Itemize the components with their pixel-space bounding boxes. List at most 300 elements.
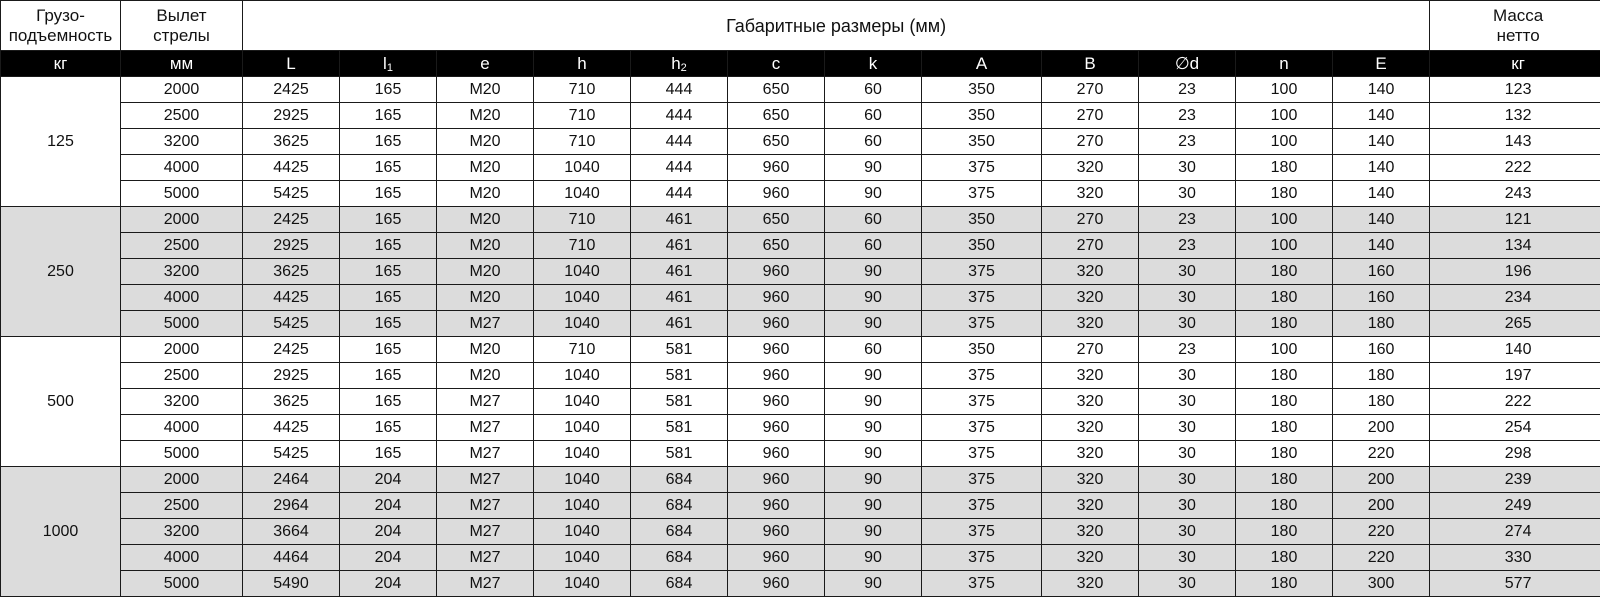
table-cell: 23 <box>1139 337 1236 363</box>
table-cell: 204 <box>340 493 437 519</box>
capacity-cell: 125 <box>1 77 121 207</box>
dim-symbol-base: l <box>383 54 387 73</box>
table-cell: 30 <box>1139 285 1236 311</box>
table-cell: 270 <box>1042 77 1139 103</box>
dim-symbol <box>1139 51 1236 77</box>
table-cell: M20 <box>437 337 534 363</box>
table-cell: 710 <box>534 233 631 259</box>
table-cell: 1040 <box>534 259 631 285</box>
table-cell: 100 <box>1236 77 1333 103</box>
header-mass-line1: Масса <box>1430 6 1600 26</box>
table-cell: 960 <box>728 545 825 571</box>
table-row <box>1 129 1600 155</box>
table-cell: 650 <box>728 103 825 129</box>
table-cell: M27 <box>437 571 534 597</box>
table-cell: 581 <box>631 415 728 441</box>
table-cell: 461 <box>631 285 728 311</box>
dim-symbol-base: B <box>1084 54 1095 73</box>
table-cell: 3200 <box>121 129 243 155</box>
dim-symbol <box>534 51 631 77</box>
table-cell: M27 <box>437 311 534 337</box>
table-cell: M20 <box>437 77 534 103</box>
table-cell: 180 <box>1236 363 1333 389</box>
dim-symbol-base: h <box>671 54 680 73</box>
table-cell: 5000 <box>121 571 243 597</box>
table-cell: 960 <box>728 519 825 545</box>
table-cell: 254 <box>1430 415 1600 441</box>
table-cell: 30 <box>1139 467 1236 493</box>
table-row <box>1 155 1600 181</box>
table-cell: 375 <box>922 519 1042 545</box>
table-cell: 180 <box>1236 571 1333 597</box>
table-row <box>1 519 1600 545</box>
table-cell: 684 <box>631 519 728 545</box>
table-cell: 2000 <box>121 337 243 363</box>
dim-symbol <box>631 51 728 77</box>
table-cell: 60 <box>825 337 922 363</box>
table-cell: 960 <box>728 363 825 389</box>
dim-symbol <box>825 51 922 77</box>
table-cell: 1040 <box>534 493 631 519</box>
dim-symbol-subscript: 1 <box>387 62 393 74</box>
table-cell: 180 <box>1333 389 1430 415</box>
table-cell: 165 <box>340 311 437 337</box>
table-cell: 375 <box>922 415 1042 441</box>
table-cell: 239 <box>1430 467 1600 493</box>
table-cell: 140 <box>1430 337 1600 363</box>
table-cell: 165 <box>340 129 437 155</box>
table-cell: 960 <box>728 155 825 181</box>
table-cell: 270 <box>1042 129 1139 155</box>
table-cell: 140 <box>1333 181 1430 207</box>
table-cell: 320 <box>1042 363 1139 389</box>
table-cell: 143 <box>1430 129 1600 155</box>
capacity-cell: 500 <box>1 337 121 467</box>
table-cell: 320 <box>1042 155 1139 181</box>
table-cell: 461 <box>631 259 728 285</box>
table-cell: 180 <box>1236 545 1333 571</box>
table-cell: 375 <box>922 363 1042 389</box>
dim-symbol-base: k <box>869 54 878 73</box>
table-cell: 30 <box>1139 311 1236 337</box>
table-cell: 320 <box>1042 545 1139 571</box>
table-cell: 684 <box>631 571 728 597</box>
table-cell: 100 <box>1236 129 1333 155</box>
table-cell: 3200 <box>121 389 243 415</box>
table-cell: 1040 <box>534 389 631 415</box>
table-cell: 2500 <box>121 493 243 519</box>
dim-symbol-base: h <box>577 54 586 73</box>
table-cell: 180 <box>1236 181 1333 207</box>
table-cell: 140 <box>1333 103 1430 129</box>
table-cell: 1040 <box>534 571 631 597</box>
table-cell: 320 <box>1042 519 1139 545</box>
table-cell: 330 <box>1430 545 1600 571</box>
table-cell: 90 <box>825 259 922 285</box>
table-cell: 3664 <box>243 519 340 545</box>
table-cell: 2925 <box>243 103 340 129</box>
table-cell: 204 <box>340 545 437 571</box>
table-cell: 375 <box>922 545 1042 571</box>
header-capacity-line1: Грузо- <box>1 6 120 26</box>
table-cell: 23 <box>1139 103 1236 129</box>
table-cell: 960 <box>728 259 825 285</box>
table-row <box>1 545 1600 571</box>
table-cell: 180 <box>1236 259 1333 285</box>
table-cell: 165 <box>340 415 437 441</box>
table-cell: 5425 <box>243 441 340 467</box>
table-row <box>1 285 1600 311</box>
table-cell: 165 <box>340 103 437 129</box>
table-cell: 121 <box>1430 207 1600 233</box>
table-cell: 100 <box>1236 207 1333 233</box>
table-cell: 140 <box>1333 77 1430 103</box>
table-cell: 375 <box>922 285 1042 311</box>
table-cell: 2000 <box>121 77 243 103</box>
table-row <box>1 441 1600 467</box>
table-cell: M27 <box>437 545 534 571</box>
table-cell: 243 <box>1430 181 1600 207</box>
table-cell: 650 <box>728 207 825 233</box>
dim-symbol-base: n <box>1279 54 1288 73</box>
table-cell: 100 <box>1236 103 1333 129</box>
table-cell: 960 <box>728 493 825 519</box>
table-cell: 320 <box>1042 181 1139 207</box>
dim-symbol <box>728 51 825 77</box>
table-cell: 30 <box>1139 493 1236 519</box>
table-cell: 444 <box>631 129 728 155</box>
table-cell: 165 <box>340 259 437 285</box>
table-cell: 5425 <box>243 311 340 337</box>
table-cell: 320 <box>1042 415 1139 441</box>
table-cell: 350 <box>922 207 1042 233</box>
table-cell: M20 <box>437 233 534 259</box>
table-cell: 270 <box>1042 207 1139 233</box>
table-cell: 270 <box>1042 337 1139 363</box>
table-cell: 180 <box>1236 519 1333 545</box>
table-row <box>1 233 1600 259</box>
table-cell: 300 <box>1333 571 1430 597</box>
table-cell: 180 <box>1236 155 1333 181</box>
table-cell: 375 <box>922 311 1042 337</box>
table-cell: 375 <box>922 441 1042 467</box>
table-cell: 90 <box>825 571 922 597</box>
table-cell: 320 <box>1042 389 1139 415</box>
table-cell: 2964 <box>243 493 340 519</box>
table-cell: 960 <box>728 571 825 597</box>
table-cell: 23 <box>1139 233 1236 259</box>
table-cell: 160 <box>1333 337 1430 363</box>
header-row <box>1 1 1600 51</box>
table-cell: 30 <box>1139 259 1236 285</box>
header-dimensions-title: Габаритные размеры (мм) <box>243 1 1430 51</box>
table-cell: 1040 <box>534 181 631 207</box>
table-cell: 710 <box>534 103 631 129</box>
table-cell: 180 <box>1236 415 1333 441</box>
table-cell: 30 <box>1139 441 1236 467</box>
table-cell: 577 <box>1430 571 1600 597</box>
table-cell: 350 <box>922 77 1042 103</box>
table-cell: 320 <box>1042 571 1139 597</box>
table-cell: 196 <box>1430 259 1600 285</box>
table-cell: M27 <box>437 389 534 415</box>
table-cell: 90 <box>825 363 922 389</box>
table-cell: 960 <box>728 311 825 337</box>
table-cell: 90 <box>825 545 922 571</box>
table-cell: 4000 <box>121 155 243 181</box>
table-cell: 3625 <box>243 389 340 415</box>
table-cell: 581 <box>631 363 728 389</box>
table-cell: 165 <box>340 337 437 363</box>
table-cell: 204 <box>340 519 437 545</box>
table-cell: 60 <box>825 129 922 155</box>
table-cell: 4000 <box>121 545 243 571</box>
capacity-cell: 1000 <box>1 467 121 597</box>
table-cell: 320 <box>1042 441 1139 467</box>
dim-symbol-base: c <box>772 54 781 73</box>
table-cell: 2500 <box>121 103 243 129</box>
table-cell: 4000 <box>121 285 243 311</box>
table-cell: 265 <box>1430 311 1600 337</box>
table-cell: M20 <box>437 155 534 181</box>
table-cell: 710 <box>534 129 631 155</box>
table-cell: 23 <box>1139 77 1236 103</box>
dim-symbol <box>437 51 534 77</box>
dim-symbol <box>1236 51 1333 77</box>
table-cell: M27 <box>437 441 534 467</box>
table-cell: 160 <box>1333 285 1430 311</box>
table-cell: 3200 <box>121 259 243 285</box>
table-cell: M27 <box>437 415 534 441</box>
header-reach-line2: стрелы <box>121 26 242 46</box>
header-reach-line1: Вылет <box>121 6 242 26</box>
unit-reach: мм <box>121 51 243 77</box>
table-cell: 1040 <box>534 415 631 441</box>
header-mass-line2: нетто <box>1430 26 1600 46</box>
table-cell: 222 <box>1430 389 1600 415</box>
table-cell: M27 <box>437 467 534 493</box>
table-cell: 960 <box>728 181 825 207</box>
header-mass <box>1430 1 1600 51</box>
table-cell: 220 <box>1333 441 1430 467</box>
table-cell: 197 <box>1430 363 1600 389</box>
table-cell: 90 <box>825 155 922 181</box>
table-row <box>1 493 1600 519</box>
table-cell: 5425 <box>243 181 340 207</box>
table-cell: 2464 <box>243 467 340 493</box>
table-cell: 320 <box>1042 311 1139 337</box>
table-cell: 90 <box>825 181 922 207</box>
table-cell: 1040 <box>534 467 631 493</box>
table-cell: 684 <box>631 545 728 571</box>
table-cell: 4000 <box>121 415 243 441</box>
table-cell: 90 <box>825 415 922 441</box>
table-cell: 375 <box>922 155 1042 181</box>
table-cell: 960 <box>728 285 825 311</box>
table-cell: 684 <box>631 493 728 519</box>
table-cell: 60 <box>825 77 922 103</box>
table-cell: 684 <box>631 467 728 493</box>
dim-symbol-base: A <box>976 54 987 73</box>
table-cell: 90 <box>825 493 922 519</box>
table-cell: 270 <box>1042 103 1139 129</box>
table-cell: 30 <box>1139 545 1236 571</box>
table-cell: 2425 <box>243 337 340 363</box>
table-cell: 650 <box>728 77 825 103</box>
table-cell: M20 <box>437 207 534 233</box>
table-row <box>1 467 1600 493</box>
table-cell: 320 <box>1042 467 1139 493</box>
table-cell: 165 <box>340 181 437 207</box>
dim-symbol <box>1042 51 1139 77</box>
table-cell: 581 <box>631 337 728 363</box>
table-cell: 5000 <box>121 441 243 467</box>
table-cell: M20 <box>437 103 534 129</box>
table-cell: 375 <box>922 493 1042 519</box>
table-cell: 160 <box>1333 259 1430 285</box>
header-capacity <box>1 1 121 51</box>
table-cell: 60 <box>825 233 922 259</box>
table-cell: 350 <box>922 233 1042 259</box>
table-cell: 5000 <box>121 181 243 207</box>
table-cell: 298 <box>1430 441 1600 467</box>
table-cell: 5000 <box>121 311 243 337</box>
table-cell: 444 <box>631 103 728 129</box>
table-cell: M20 <box>437 181 534 207</box>
dim-symbol <box>340 51 437 77</box>
table-cell: 320 <box>1042 259 1139 285</box>
table-cell: 461 <box>631 233 728 259</box>
table-cell: 4464 <box>243 545 340 571</box>
table-cell: 180 <box>1236 467 1333 493</box>
table-cell: M20 <box>437 363 534 389</box>
table-cell: 180 <box>1333 363 1430 389</box>
table-cell: 140 <box>1333 233 1430 259</box>
table-cell: 375 <box>922 467 1042 493</box>
table-cell: M20 <box>437 129 534 155</box>
table-cell: 270 <box>1042 233 1139 259</box>
table-cell: 1040 <box>534 285 631 311</box>
table-row <box>1 363 1600 389</box>
header-capacity-line2: подъемность <box>1 26 120 46</box>
table-cell: 1040 <box>534 363 631 389</box>
table-row <box>1 415 1600 441</box>
table-cell: 220 <box>1333 519 1430 545</box>
table-cell: 180 <box>1236 311 1333 337</box>
table-cell: 1040 <box>534 155 631 181</box>
table-cell: 960 <box>728 467 825 493</box>
table-cell: 90 <box>825 311 922 337</box>
table-cell: 220 <box>1333 545 1430 571</box>
capacity-cell: 250 <box>1 207 121 337</box>
dim-symbol-base: e <box>480 54 489 73</box>
table-cell: 204 <box>340 571 437 597</box>
table-cell: M20 <box>437 285 534 311</box>
table-row <box>1 181 1600 207</box>
table-cell: 30 <box>1139 155 1236 181</box>
table-cell: 444 <box>631 155 728 181</box>
table-cell: 375 <box>922 259 1042 285</box>
table-cell: 180 <box>1236 441 1333 467</box>
table-cell: 165 <box>340 363 437 389</box>
table-cell: M27 <box>437 519 534 545</box>
header-reach <box>121 1 243 51</box>
table-cell: 2425 <box>243 207 340 233</box>
table-cell: 180 <box>1236 389 1333 415</box>
table-cell: M27 <box>437 493 534 519</box>
dim-symbol <box>243 51 340 77</box>
table-row <box>1 389 1600 415</box>
table-cell: 2425 <box>243 77 340 103</box>
table-cell: 200 <box>1333 467 1430 493</box>
table-cell: 180 <box>1236 285 1333 311</box>
table-cell: 200 <box>1333 415 1430 441</box>
table-cell: 2925 <box>243 363 340 389</box>
dim-symbol <box>1333 51 1430 77</box>
table-cell: 23 <box>1139 207 1236 233</box>
table-cell: 200 <box>1333 493 1430 519</box>
table-cell: 30 <box>1139 181 1236 207</box>
table-cell: 2500 <box>121 363 243 389</box>
table-cell: 165 <box>340 77 437 103</box>
table-cell: 1040 <box>534 519 631 545</box>
table-cell: 165 <box>340 389 437 415</box>
table-cell: 90 <box>825 519 922 545</box>
table-cell: 960 <box>728 415 825 441</box>
table-cell: 23 <box>1139 129 1236 155</box>
table-cell: 581 <box>631 441 728 467</box>
table-cell: 165 <box>340 233 437 259</box>
table-cell: 3625 <box>243 259 340 285</box>
table-cell: 165 <box>340 207 437 233</box>
table-cell: 710 <box>534 207 631 233</box>
unit-row <box>1 51 1600 77</box>
dim-symbol <box>922 51 1042 77</box>
table-cell: 30 <box>1139 519 1236 545</box>
table-row <box>1 259 1600 285</box>
table-cell: 140 <box>1333 155 1430 181</box>
table-cell: 274 <box>1430 519 1600 545</box>
table-row <box>1 571 1600 597</box>
table-row <box>1 77 1600 103</box>
table-cell: 375 <box>922 181 1042 207</box>
table-cell: 320 <box>1042 285 1139 311</box>
table-cell: 960 <box>728 337 825 363</box>
table-cell: 4425 <box>243 415 340 441</box>
table-cell: 2000 <box>121 207 243 233</box>
table-cell: 165 <box>340 155 437 181</box>
table-cell: 30 <box>1139 415 1236 441</box>
table-cell: 140 <box>1333 129 1430 155</box>
table-cell: 180 <box>1333 311 1430 337</box>
table-cell: 90 <box>825 467 922 493</box>
table-cell: 60 <box>825 207 922 233</box>
table-cell: 222 <box>1430 155 1600 181</box>
table-cell: 2925 <box>243 233 340 259</box>
table-cell: 234 <box>1430 285 1600 311</box>
dim-symbol-base: ∅d <box>1175 54 1199 73</box>
table-cell: 375 <box>922 571 1042 597</box>
table-cell: 165 <box>340 441 437 467</box>
spec-body <box>1 77 1600 597</box>
table-cell: 132 <box>1430 103 1600 129</box>
table-cell: 204 <box>340 467 437 493</box>
table-cell: 960 <box>728 441 825 467</box>
table-cell: 4425 <box>243 285 340 311</box>
table-cell: 2000 <box>121 467 243 493</box>
table-cell: 90 <box>825 285 922 311</box>
table-cell: 710 <box>534 337 631 363</box>
